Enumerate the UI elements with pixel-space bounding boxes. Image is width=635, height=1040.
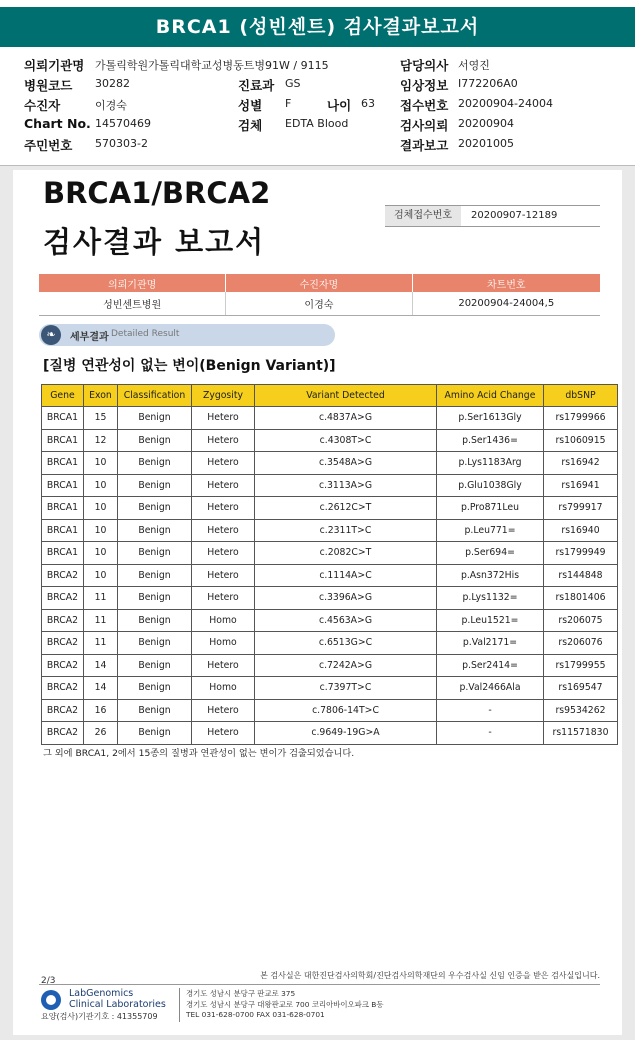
table-cell: c.3396A>G <box>255 587 437 610</box>
table-cell: BRCA1 <box>42 429 84 452</box>
table-cell: c.4563A>G <box>255 609 437 632</box>
age-value: 63 <box>361 97 375 110</box>
header-title: BRCA1 (성빈센트) 검사결과보고서 <box>0 7 635 47</box>
table-cell: p.Lys1183Arg <box>437 452 544 475</box>
table-cell: 11 <box>84 632 118 655</box>
table-cell: BRCA2 <box>42 632 84 655</box>
accession-value: 20200904-24004 <box>458 97 553 110</box>
page-number: 2/3 <box>41 976 56 986</box>
table-cell: p.Ser1436= <box>437 429 544 452</box>
chart-no-value: 14570469 <box>95 117 151 130</box>
table-cell: p.Pro871Leu <box>437 497 544 520</box>
table-cell: 12 <box>84 429 118 452</box>
table-row <box>42 519 618 542</box>
report-title-line2: 검사결과 보고서 <box>43 225 266 259</box>
table-row <box>42 699 618 722</box>
specimen-number-label: 검체접수번호 <box>385 206 461 226</box>
ribbon-icon: ❧ <box>41 325 61 345</box>
table-cell: Hetero <box>192 474 255 497</box>
table-cell: rs1799955 <box>544 654 618 677</box>
table-cell: 16 <box>84 699 118 722</box>
table-row <box>42 564 618 587</box>
variant-table-header-cell: Amino Acid Change <box>437 385 544 407</box>
table-cell: BRCA2 <box>42 564 84 587</box>
doctor-label: 담당의사 <box>400 58 449 73</box>
table-cell: Hetero <box>192 519 255 542</box>
section-title-ko: 세부결과 <box>70 332 109 343</box>
table-cell: Benign <box>118 564 192 587</box>
patient-info-table <box>39 274 600 316</box>
table-cell: Benign <box>118 654 192 677</box>
specimen-number-box <box>385 205 600 227</box>
specimen-label: 검체 <box>238 118 263 133</box>
table-row <box>42 609 618 632</box>
table-row <box>42 452 618 475</box>
table-cell: 11 <box>84 609 118 632</box>
report-page <box>13 170 622 1035</box>
table-cell: Homo <box>192 677 255 700</box>
table-cell: c.2082C>T <box>255 542 437 565</box>
table-cell: Benign <box>118 497 192 520</box>
table-cell: Benign <box>118 699 192 722</box>
dept-value: GS <box>285 77 301 90</box>
table-cell: Hetero <box>192 722 255 745</box>
table-cell: c.4308T>C <box>255 429 437 452</box>
table-cell: 10 <box>84 519 118 542</box>
clinical-info-label: 임상정보 <box>400 78 449 93</box>
table-cell: p.Ser694= <box>437 542 544 565</box>
table-cell: Benign <box>118 452 192 475</box>
table-cell: p.Ser2414= <box>437 654 544 677</box>
table-cell: rs206075 <box>544 609 618 632</box>
table-cell: Hetero <box>192 407 255 430</box>
header-info-grid <box>0 53 635 153</box>
table-row <box>42 474 618 497</box>
table-cell: c.7806-14T>C <box>255 699 437 722</box>
table-cell: BRCA1 <box>42 542 84 565</box>
table-cell: BRCA1 <box>42 452 84 475</box>
patient-table-cell: 이경숙 <box>226 292 412 316</box>
table-cell: Benign <box>118 429 192 452</box>
variant-table-header-cell: Exon <box>84 385 118 407</box>
table-cell: rs1799966 <box>544 407 618 430</box>
variant-table <box>41 384 618 745</box>
patient-table-cell: 20200904-24004,5 <box>412 292 600 316</box>
table-cell: Benign <box>118 722 192 745</box>
age-label: 나이 <box>327 98 352 113</box>
table-cell: 26 <box>84 722 118 745</box>
patient-table-cell: 성빈센트병원 <box>39 292 226 316</box>
table-cell: rs16940 <box>544 519 618 542</box>
rrn-value: 570303-2 <box>95 137 148 150</box>
table-cell: c.3548A>G <box>255 452 437 475</box>
report-date-value: 20201005 <box>458 137 514 150</box>
table-cell: p.Leu1521= <box>437 609 544 632</box>
table-cell: rs169547 <box>544 677 618 700</box>
institution-code: 요양(검사)기관기호 : 41355709 <box>41 1012 158 1021</box>
hospital-code-value: 30282 <box>95 77 130 90</box>
footnote: 그 외에 BRCA1, 2에서 15종의 질병과 연관성이 없는 변이가 검출되었습니다. <box>43 748 355 759</box>
table-row <box>42 407 618 430</box>
institution-label: 의뢰기관명 <box>24 58 85 73</box>
labgenomics-logo-icon <box>41 990 61 1010</box>
report-date-label: 결과보고 <box>400 138 449 153</box>
table-cell: rs9534262 <box>544 699 618 722</box>
table-cell: c.1114A>C <box>255 564 437 587</box>
table-cell: c.4837A>G <box>255 407 437 430</box>
table-cell: 10 <box>84 564 118 587</box>
table-row <box>42 542 618 565</box>
table-cell: Hetero <box>192 429 255 452</box>
table-cell: p.Val2466Ala <box>437 677 544 700</box>
table-cell: Benign <box>118 519 192 542</box>
variant-table-header-cell: Variant Detected <box>255 385 437 407</box>
table-row <box>42 722 618 745</box>
table-cell: p.Lys1132= <box>437 587 544 610</box>
table-cell: c.6513G>C <box>255 632 437 655</box>
request-date-value: 20200904 <box>458 117 514 130</box>
table-cell: 10 <box>84 474 118 497</box>
table-cell: Hetero <box>192 654 255 677</box>
table-cell: rs11571830 <box>544 722 618 745</box>
table-cell: c.3113A>G <box>255 474 437 497</box>
table-cell: 10 <box>84 542 118 565</box>
footer-divider <box>39 984 600 985</box>
doctor-value: 서영진 <box>458 59 490 72</box>
table-cell: BRCA1 <box>42 474 84 497</box>
table-cell: BRCA1 <box>42 497 84 520</box>
table-cell: Hetero <box>192 452 255 475</box>
accession-label: 접수번호 <box>400 98 449 113</box>
request-date-label: 검사의뢰 <box>400 118 449 133</box>
lab-subname: Clinical Laboratories <box>69 999 166 1010</box>
table-cell: BRCA2 <box>42 699 84 722</box>
sex-label: 성별 <box>238 98 263 113</box>
table-cell: rs1799949 <box>544 542 618 565</box>
table-cell: c.2311T>C <box>255 519 437 542</box>
variant-table-header-cell: dbSNP <box>544 385 618 407</box>
table-cell: Benign <box>118 407 192 430</box>
table-cell: BRCA2 <box>42 654 84 677</box>
table-cell: Hetero <box>192 587 255 610</box>
table-cell: BRCA2 <box>42 587 84 610</box>
lab-name: LabGenomics <box>69 988 134 999</box>
patient-table-header: 수진자명 <box>226 274 412 292</box>
table-row <box>42 654 618 677</box>
patient-value: 이경숙 <box>95 99 127 112</box>
table-row <box>42 677 618 700</box>
table-cell: p.Leu771= <box>437 519 544 542</box>
specimen-value: EDTA Blood <box>285 117 349 130</box>
table-cell: Hetero <box>192 542 255 565</box>
table-cell: BRCA2 <box>42 609 84 632</box>
patient-table-header: 의뢰기관명 <box>39 274 226 292</box>
table-cell: c.2612C>T <box>255 497 437 520</box>
detailed-result-section <box>39 324 335 346</box>
institution-value: 가톨릭학원가톨릭대학교성병동트병91W / 9115 <box>95 59 329 72</box>
table-cell: BRCA2 <box>42 677 84 700</box>
variant-table-header-cell: Classification <box>118 385 192 407</box>
table-row <box>42 497 618 520</box>
table-cell: Benign <box>118 474 192 497</box>
report-header <box>0 0 635 166</box>
table-cell: rs16941 <box>544 474 618 497</box>
table-row <box>42 429 618 452</box>
variant-table-header-cell: Zygosity <box>192 385 255 407</box>
table-cell: Benign <box>118 587 192 610</box>
report-title-line1: BRCA1/BRCA2 <box>43 176 271 210</box>
variant-table-header-cell: Gene <box>42 385 84 407</box>
address-line1: 경기도 성남시 분당구 판교로 375 <box>186 989 296 998</box>
table-cell: p.Asn372His <box>437 564 544 587</box>
rrn-label: 주민번호 <box>24 138 73 153</box>
table-cell: rs16942 <box>544 452 618 475</box>
table-cell: Benign <box>118 632 192 655</box>
table-cell: rs144848 <box>544 564 618 587</box>
dept-label: 진료과 <box>238 78 275 93</box>
table-cell: 14 <box>84 654 118 677</box>
table-cell: - <box>437 699 544 722</box>
table-cell: 14 <box>84 677 118 700</box>
footer-vertical-divider <box>179 988 180 1022</box>
address-line2: 경기도 성남시 분당구 대왕판교로 700 코리아바이오파크 B동 <box>186 1000 384 1009</box>
table-cell: Hetero <box>192 699 255 722</box>
patient-table-header: 차트번호 <box>412 274 600 292</box>
variant-table-body <box>42 407 618 745</box>
benign-variant-subtitle: [질병 연관성이 없는 변이(Benign Variant)] <box>43 358 336 374</box>
table-cell: Benign <box>118 542 192 565</box>
table-cell: c.7242A>G <box>255 654 437 677</box>
table-cell: Hetero <box>192 564 255 587</box>
table-cell: Benign <box>118 677 192 700</box>
table-cell: rs1060915 <box>544 429 618 452</box>
contact-line: TEL 031-628-0700 FAX 031-628-0701 <box>186 1010 325 1019</box>
certification-note: 본 검사실은 대한진단검사의학회/진단검사의학재단의 우수검사실 신임 인증을 받은 검사실입니다. <box>260 971 600 980</box>
variant-table-header-row <box>42 385 618 407</box>
table-cell: Benign <box>118 609 192 632</box>
patient-label: 수진자 <box>24 98 61 113</box>
table-cell: p.Ser1613Gly <box>437 407 544 430</box>
table-cell: Homo <box>192 632 255 655</box>
table-cell: rs799917 <box>544 497 618 520</box>
table-row <box>42 587 618 610</box>
table-cell: rs1801406 <box>544 587 618 610</box>
table-cell: p.Val2171= <box>437 632 544 655</box>
table-row <box>42 632 618 655</box>
hospital-code-label: 병원코드 <box>24 78 73 93</box>
clinical-info-value: I772206A0 <box>458 77 518 90</box>
table-cell: rs206076 <box>544 632 618 655</box>
table-cell: 10 <box>84 497 118 520</box>
table-cell: Hetero <box>192 497 255 520</box>
sex-value: F <box>285 97 292 110</box>
table-cell: 15 <box>84 407 118 430</box>
chart-no-label: Chart No. <box>24 116 91 131</box>
table-cell: BRCA1 <box>42 407 84 430</box>
table-cell: Homo <box>192 609 255 632</box>
table-cell: BRCA1 <box>42 519 84 542</box>
table-cell: c.9649-19G>A <box>255 722 437 745</box>
table-cell: 10 <box>84 452 118 475</box>
table-cell: p.Glu1038Gly <box>437 474 544 497</box>
table-cell: BRCA2 <box>42 722 84 745</box>
table-cell: - <box>437 722 544 745</box>
section-title-en: Detailed Result <box>111 329 180 339</box>
table-cell: 11 <box>84 587 118 610</box>
specimen-number-value: 20200907-12189 <box>471 210 558 221</box>
table-cell: c.7397T>C <box>255 677 437 700</box>
